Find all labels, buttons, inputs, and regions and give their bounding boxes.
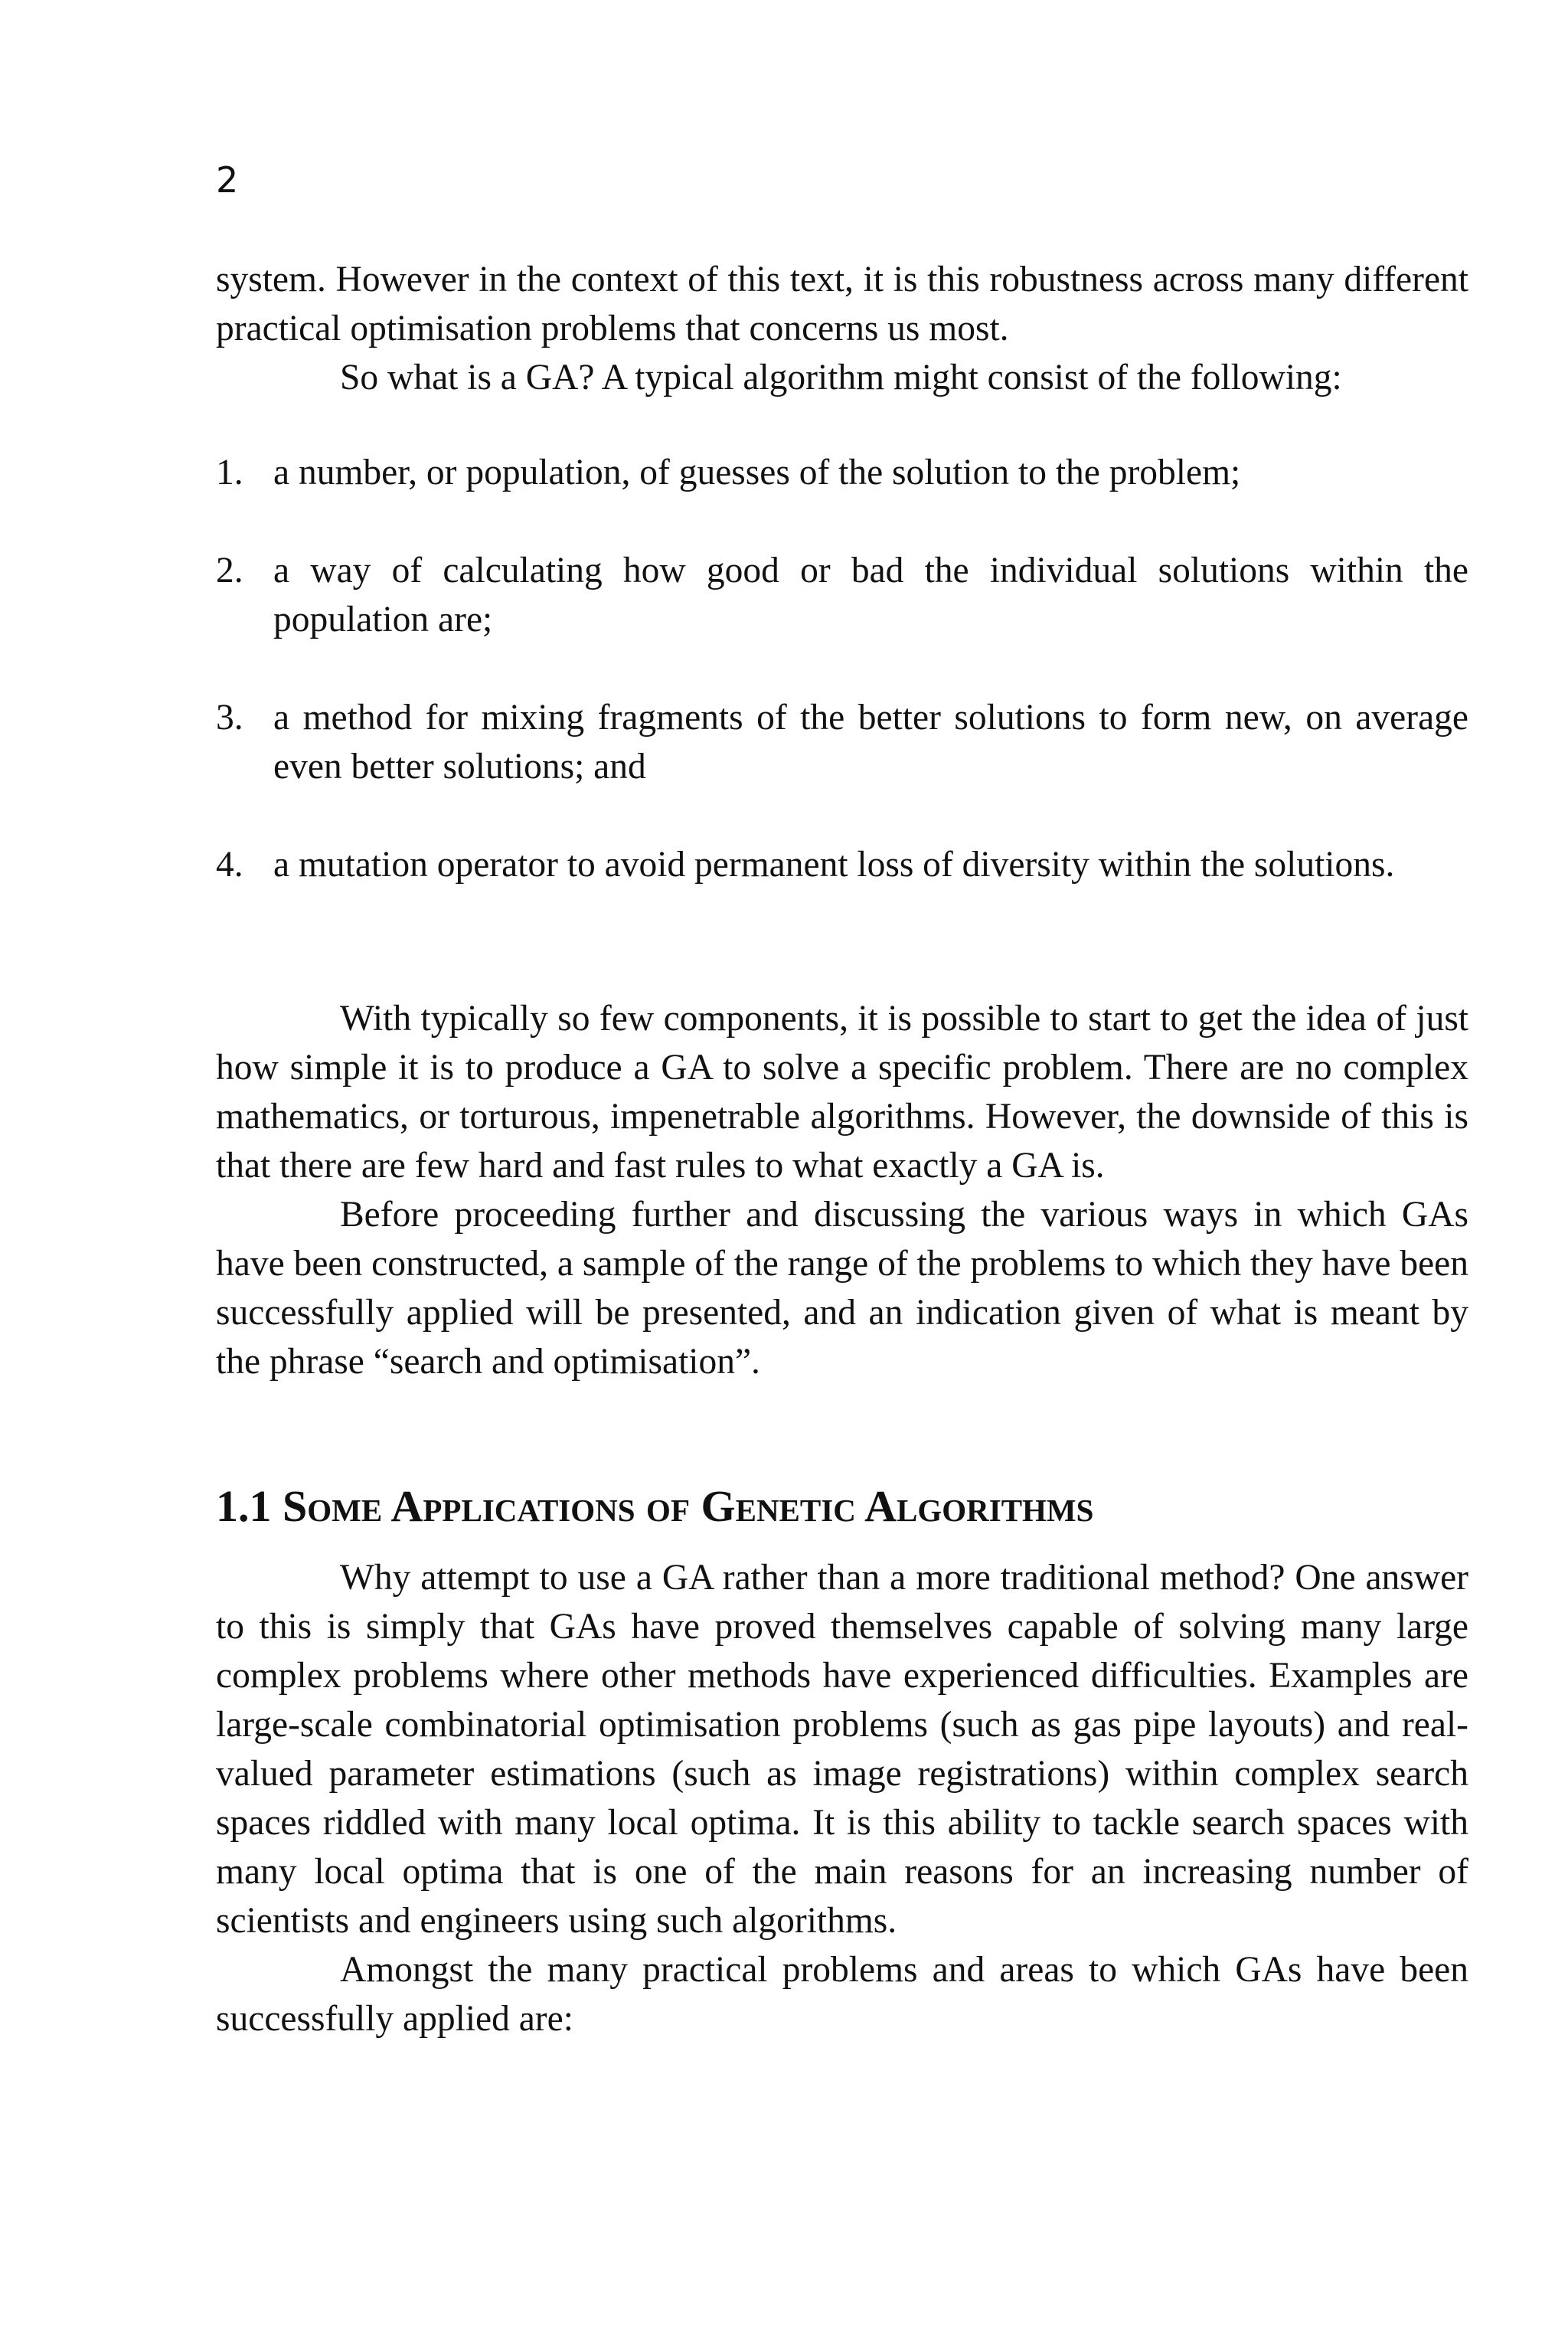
list-item bbox=[216, 840, 1468, 889]
list-item bbox=[216, 546, 1468, 644]
list-item-text: a method for mixing fragments of the better solutions to form new, on average even better solutions; and bbox=[273, 698, 1468, 787]
section-heading bbox=[216, 1482, 1093, 1531]
paragraph: Amongst the many practical problems and areas to which GAs have been successfully applied are: bbox=[216, 1950, 1468, 2039]
list-item bbox=[216, 693, 1468, 791]
paragraph: Why attempt to use a GA rather than a more traditional method? One answer to this is simply that GAs have proved themselves capable of solving many large complex problems where other methods have experienced difficulties. Examples are large-scale combinatorial optimisation problems (such as gas pipe layouts) and real-valued parameter estimations (such as image registrations) within complex search spaces riddled with many local optima. It is this ability to tackle search spaces with many local optima that is one of the main reasons for an increasing number of scientists and engineers using such algorithms. bbox=[216, 1558, 1468, 1941]
list-item bbox=[216, 448, 1468, 497]
list-item-text: a number, or population, of guesses of the solution to the problem; bbox=[273, 453, 1241, 492]
list-item-text: a way of calculating how good or bad the individual solutions within the population are; bbox=[273, 551, 1468, 639]
body-block bbox=[216, 1553, 1468, 2043]
paragraph: system. However in the context of this text, it is this robustness across many different practical optimisation problems that concerns us most. bbox=[216, 260, 1468, 348]
paragraph: So what is a GA? A typical algorithm might consist of the following: bbox=[340, 358, 1342, 397]
list-item-number: 3. bbox=[216, 698, 243, 738]
list-item-text: a mutation operator to avoid permanent loss of diversity within the solutions. bbox=[273, 845, 1395, 885]
list-item-number: 1. bbox=[216, 453, 243, 492]
list-item-number: 4. bbox=[216, 845, 243, 885]
intro-block bbox=[216, 255, 1468, 402]
section-number: 1.1 bbox=[216, 1481, 272, 1531]
body-block bbox=[216, 994, 1468, 1386]
section-title: Some Applications of Genetic Algorithms bbox=[283, 1481, 1094, 1531]
page-number: 2 bbox=[216, 159, 239, 201]
list-item-number: 2. bbox=[216, 551, 243, 590]
paragraph: Before proceeding further and discussing the various ways in which GAs have been constructed, a sample of the range of the problems to which they have been successfully applied will be presented, and an indication given of what is meant by the phrase “search and optimisation”. bbox=[216, 1195, 1468, 1382]
paragraph: With typically so few components, it is possible to start to get the idea of just how simple it is to produce a GA to solve a specific problem. There are no complex mathematics, or torturous, impenetrable algorithms. However, the downside of this is that there are few hard and fast rules to what exactly a GA is. bbox=[216, 999, 1468, 1186]
algorithm-steps-list bbox=[216, 448, 1468, 889]
